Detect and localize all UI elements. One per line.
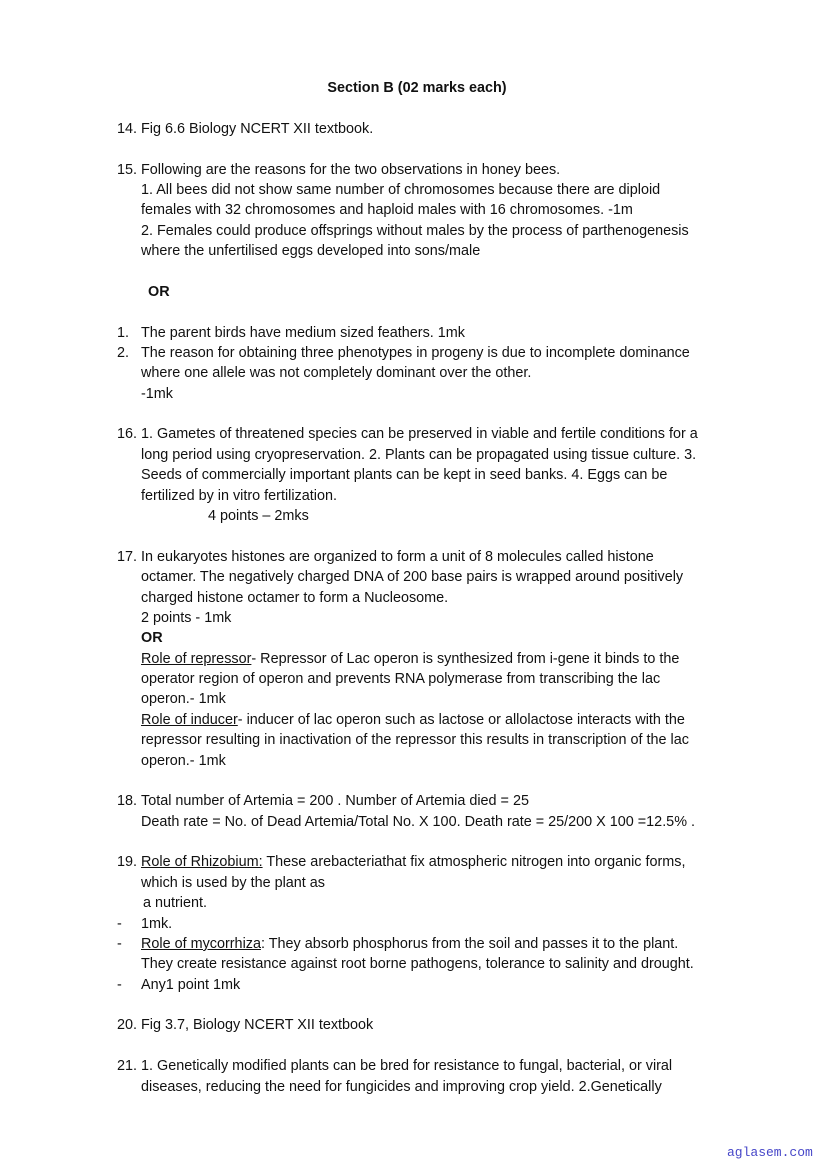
line-content: OR [148,283,170,300]
item-number: 14. [117,120,138,137]
line-content: 1. All bees did not show same number of chromosomes because there are diploid [141,181,661,198]
line-text [141,343,690,363]
line-text [141,730,689,750]
line-text [327,80,506,96]
line-content: These arebacteriathat fix atmospheric nitrogen into organic forms, [262,854,686,871]
line-text [208,506,309,526]
line-content: Death rate = No. of Dead Artemia/Total No. X 100. Death rate = 25/200 X 100 =12.5% . [141,813,695,830]
line-text [141,975,240,995]
line-content: diseases, reducing the need for fungicides and improving crop yield. 2.Genetically [141,1078,662,1095]
item-number: 16. [117,426,138,443]
line-content: Fig 3.7, Biology NCERT XII textbook [141,1017,374,1034]
line-text [141,751,226,771]
line-text [141,1015,373,1035]
line-content: females with 32 chromosomes and haploid males with 16 chromosomes. -1m [141,202,633,219]
line-content: a nutrient. [143,895,207,912]
line-text [141,241,480,261]
line-content: Any1 point 1mk [141,976,241,993]
line-content: Seeds of commercially important plants can be kept in seed banks. 4. Eggs can be [141,467,668,484]
line-text [141,323,465,343]
item-number: 19. [117,854,138,871]
item-number: 18. [117,793,138,810]
line-text [141,669,660,689]
line-text [141,363,531,383]
underlined-heading: Role of inducer [141,711,238,728]
watermark-link[interactable]: aglasem.com [727,1145,813,1160]
line-text [141,852,685,872]
line-text [141,119,373,139]
line-content: The reason for obtaining three phenotypes in progeny is due to incomplete dominance [141,344,690,361]
line-content: 1. Genetically modified plants can be bred for resistance to fungal, bacterial, or viral [141,1058,673,1075]
underlined-heading: Role of repressor [141,650,252,667]
line-text [141,567,683,587]
line-text [141,588,448,608]
line-content: operator region of operon and prevents RNA polymerase from transcribing the lac [141,671,661,688]
line-content: 1mk. [141,915,173,932]
line-content: fertilized by in vitro fertilization. [141,487,337,504]
item-number: 21. [117,1058,138,1075]
line-text [141,954,694,974]
line-content: Total number of Artemia = 200 . Number of Artemia died = 25 [141,793,529,810]
line-content: 4 points – 2mks [208,507,309,524]
underlined-heading: Role of mycorrhiza [141,935,261,952]
item-number: 15. [117,161,138,178]
line-text [141,465,667,485]
line-text [141,486,337,506]
line-content: which is used by the plant as [141,874,325,891]
item-number: - [117,935,122,952]
line-text [141,873,325,893]
line-content: The parent birds have medium sized feathers. 1mk [141,324,465,341]
line-text [141,649,679,669]
line-content: octamer. The negatively charged DNA of 200 base pairs is wrapped around positively [141,569,684,586]
line-text [141,914,172,934]
line-text [141,384,173,404]
line-text [141,200,633,220]
line-content: repressor resulting in inactivation of the repressor this results in transcription of the lac [141,732,689,749]
line-content: long period using cryopreservation. 2. Plants can be propagated using tissue culture. 3. [141,446,697,463]
line-content: operon.- 1mk [141,752,226,769]
item-number: 1. [117,324,130,341]
section-title [0,78,828,98]
item-number: 17. [117,548,138,565]
line-text [141,160,560,180]
line-content: 2 points - 1mk [141,609,232,626]
line-text [143,893,207,913]
line-content: OR [141,630,163,647]
line-text [141,791,529,811]
line-text [141,180,660,200]
item-number: 2. [117,344,130,361]
line-content: where one allele was not completely dominant over the other. [141,365,532,382]
line-content: - Repressor of Lac operon is synthesized from i-gene it binds to the [251,650,680,667]
line-content: charged histone octamer to form a Nucleosome. [141,589,449,606]
line-text [141,710,685,730]
line-content: Section B (02 marks each) [327,80,507,96]
line-content: operon.- 1mk [141,691,226,708]
line-text [141,221,689,241]
line-text [141,424,698,444]
line-text [141,1056,672,1076]
line-content: Following are the reasons for the two observations in honey bees. [141,161,561,178]
line-content: They create resistance against root borne pathogens, tolerance to salinity and drought. [141,956,694,973]
line-text [141,1077,662,1097]
line-text [141,628,163,648]
line-text [141,547,654,567]
line-text [141,934,678,954]
line-content: Fig 6.6 Biology NCERT XII textbook. [141,120,374,137]
line-text [141,445,696,465]
line-content: - inducer of lac operon such as lactose or allolactose interacts with the [237,711,685,728]
line-text [141,689,226,709]
line-text [148,282,170,302]
item-number: - [117,915,122,932]
line-content: 2. Females could produce offsprings without males by the process of parthenogenesis [141,222,689,239]
line-text [141,812,695,832]
line-content: where the unfertilised eggs developed into sons/male [141,243,481,260]
line-content: : They absorb phosphorus from the soil and passes it to the plant. [260,935,679,952]
underlined-heading: Role of Rhizobium: [141,854,263,871]
line-content: 1. Gametes of threatened species can be preserved in viable and fertile conditions for a [141,426,698,443]
line-text [141,608,231,628]
item-number: 20. [117,1017,138,1034]
line-content: -1mk [141,385,173,402]
item-number: - [117,976,122,993]
line-content: In eukaryotes histones are organized to form a unit of 8 molecules called histone [141,548,654,565]
